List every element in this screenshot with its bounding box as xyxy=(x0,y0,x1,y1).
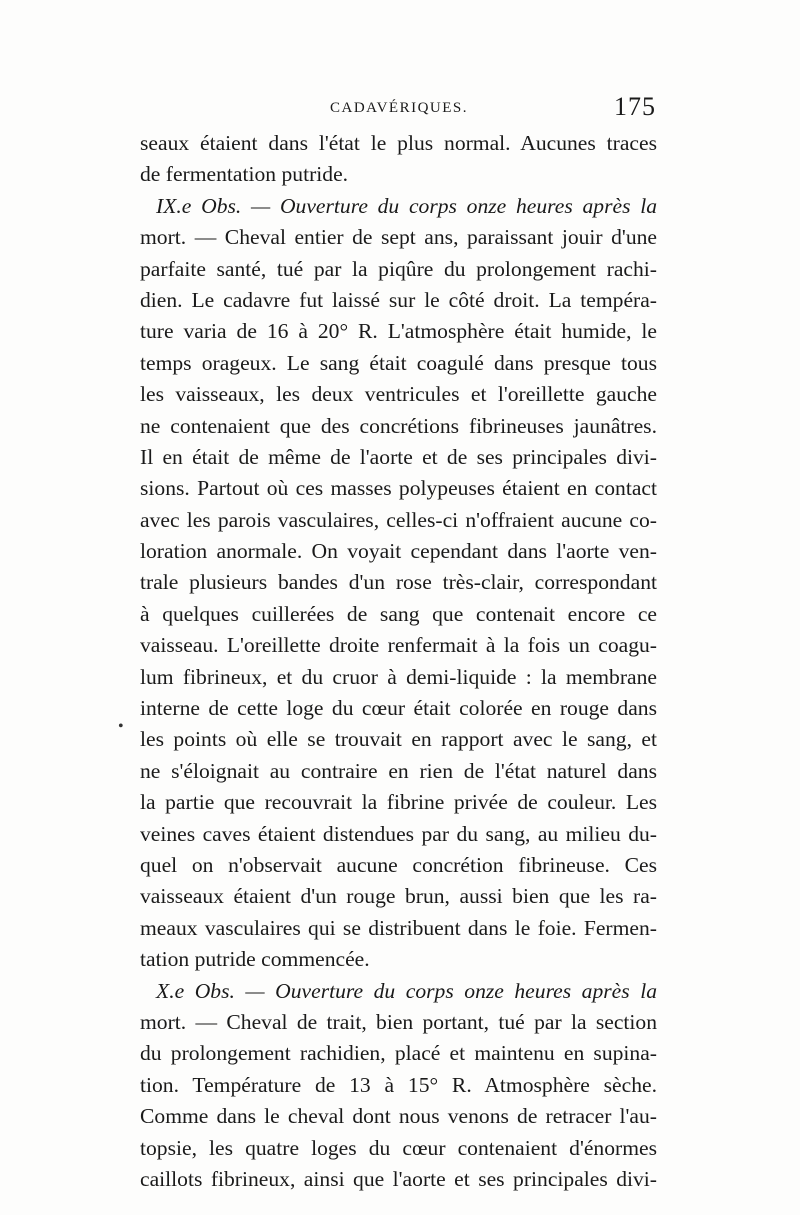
text-line: les points où elle se trouvait en rapport avec le sang, et xyxy=(140,727,657,752)
text-line: interne de cette loge du cœur était colorée en rouge dans xyxy=(140,696,657,721)
text-line: trale plusieurs bandes d'un rose très-clair, correspondant xyxy=(140,570,657,595)
text-line: temps orageux. Le sang était coagulé dans presque tous xyxy=(140,350,657,375)
body-text xyxy=(140,128,657,1195)
text-line: caillots fibrineux, ainsi que l'aorte et ses principales divi- xyxy=(140,1166,657,1191)
text-line: la partie que recouvrait la fibrine privée de couleur. Les xyxy=(140,790,657,815)
text-line: vaisseau. L'oreillette droite renfermait à la fois un coagu- xyxy=(140,633,657,658)
text-line: ne s'éloignait au contraire en rien de l'état naturel dans xyxy=(140,758,657,783)
text-line: topsie, les quatre loges du cœur contenaient d'énormes xyxy=(140,1135,657,1160)
text-line: mort. — Cheval entier de sept ans, paraissant jouir d'une xyxy=(140,225,657,250)
text-line: vaisseaux étaient d'un rouge brun, aussi bien que les ra- xyxy=(140,884,657,909)
text-line: mort. — Cheval de trait, bien portant, tué par la section xyxy=(140,1009,657,1034)
margin-mark: • xyxy=(118,718,124,735)
text-line: tation putride commencée. xyxy=(140,947,370,972)
text-line: du prolongement rachidien, placé et maintenu en supina- xyxy=(140,1041,657,1066)
text-line: Comme dans le cheval dont nous venons de retracer l'au- xyxy=(140,1104,657,1129)
text-line: veines caves étaient distendues par du sang, au milieu du- xyxy=(140,821,657,846)
text-line: lum fibrineux, et du cruor à demi-liquide : la membrane xyxy=(140,664,657,689)
text-line: quel on n'observait aucune concrétion fibrineuse. Ces xyxy=(140,852,657,877)
text-line: les vaisseaux, les deux ventricules et l'oreillette gauche xyxy=(140,382,657,407)
text-line: ture varia de 16 à 20° R. L'atmosphère était humide, le xyxy=(140,319,657,344)
text-line: sions. Partout où ces masses polypeuses étaient en contact xyxy=(140,476,657,501)
text-line: Il en était de même de l'aorte et de ses principales divi- xyxy=(140,444,657,469)
text-line: dien. Le cadavre fut laissé sur le côté droit. La tempéra- xyxy=(140,287,657,312)
text-line: meaux vasculaires qui se distribuent dans le foie. Fermen- xyxy=(140,915,657,940)
text-line: ne contenaient que des concrétions fibrineuses jaunâtres. xyxy=(140,413,657,438)
running-head xyxy=(140,92,656,122)
text-line: à quelques cuillerées de sang que contenait encore ce xyxy=(140,601,657,626)
text-line: parfaite santé, tué par la piqûre du prolongement rachi- xyxy=(140,256,657,281)
text-line: loration anormale. On voyait cependant dans l'aorte ven- xyxy=(140,539,657,564)
text-line: de fermentation putride. xyxy=(140,162,349,187)
text-line: avec les parois vasculaires, celles-ci n'offraient aucune co- xyxy=(140,507,657,532)
running-title: CADAVÉRIQUES. xyxy=(330,100,468,116)
text-line: seaux étaient dans l'état le plus normal. Aucunes traces xyxy=(140,131,657,155)
observation-heading: IX.e Obs. — Ouverture du corps onze heures après la xyxy=(156,193,657,218)
text-line: tion. Température de 13 à 15° R. Atmosphère sèche. xyxy=(140,1072,657,1097)
page-number: 175 xyxy=(614,92,656,121)
observation-heading: X.e Obs. — Ouverture du corps onze heures après la xyxy=(156,978,657,1003)
